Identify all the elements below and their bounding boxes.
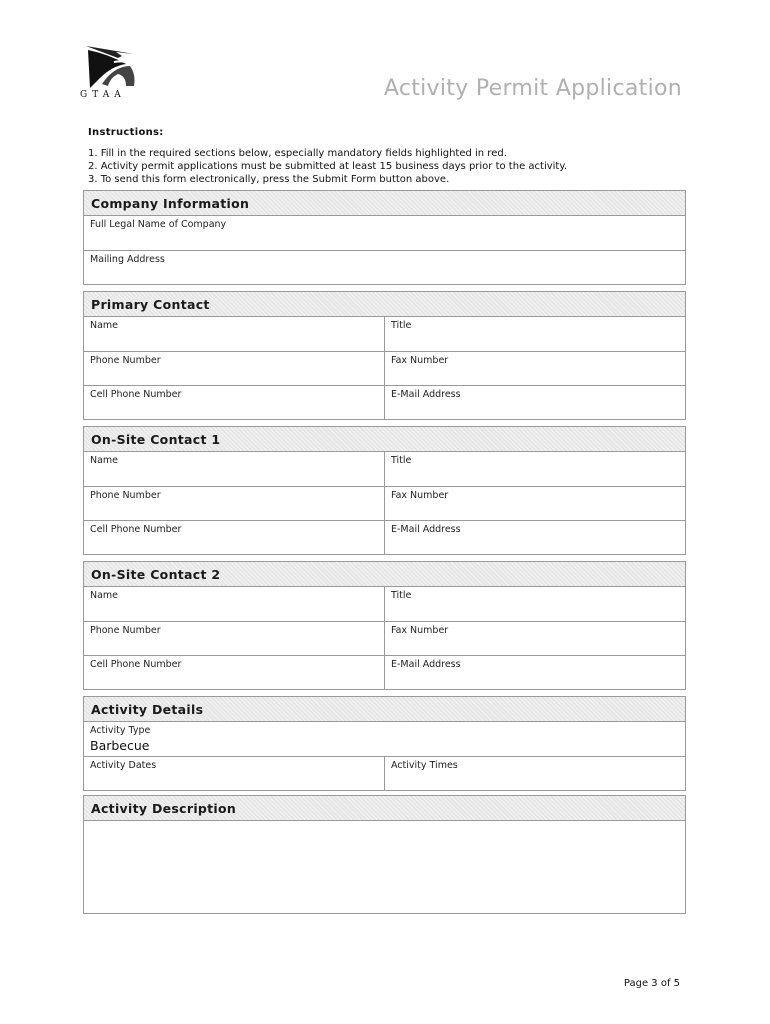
- onsite1-phone-field[interactable]: [84, 487, 385, 520]
- field-label: Cell Phone Number: [90, 524, 182, 535]
- section-title: Activity Description: [84, 796, 685, 821]
- field-label: Full Legal Name of Company: [90, 219, 227, 230]
- section-title: Primary Contact: [84, 292, 685, 317]
- field-label: Fax Number: [391, 490, 449, 501]
- field-label: Name: [90, 455, 119, 466]
- onsite2-title-field[interactable]: [385, 587, 685, 621]
- field-label: Name: [90, 320, 119, 331]
- primary-title-field[interactable]: [385, 317, 685, 351]
- field-label: Cell Phone Number: [90, 659, 182, 670]
- page-number: Page 3 of 5: [623, 978, 680, 989]
- primary-cell-phone-field[interactable]: [84, 386, 385, 419]
- field-label: Title: [391, 320, 412, 331]
- primary-phone-field[interactable]: [84, 352, 385, 385]
- logo-text: GTAA: [80, 90, 126, 100]
- onsite2-cell-phone-field[interactable]: [84, 656, 385, 689]
- section-title: On-Site Contact 1: [84, 427, 685, 452]
- onsite2-fax-field[interactable]: [385, 622, 685, 655]
- field-label: Cell Phone Number: [90, 389, 182, 400]
- onsite2-name-field[interactable]: [84, 587, 385, 621]
- field-label: Phone Number: [90, 355, 161, 366]
- section-title: Company Information: [84, 191, 685, 216]
- activity-description-section: [83, 795, 686, 914]
- instruction-line: 3. To send this form electronically, press the Submit Form button above.: [88, 174, 450, 185]
- section-title: On-Site Contact 2: [84, 562, 685, 587]
- page-title: Activity Permit Application: [383, 76, 682, 101]
- instruction-line: 2. Activity permit applications must be submitted at least 15 business days prior to the activity.: [88, 161, 568, 172]
- company-information-section: [83, 190, 686, 285]
- onsite2-email-field[interactable]: [385, 656, 685, 689]
- instruction-line: 1. Fill in the required sections below, especially mandatory fields highlighted in red.: [88, 148, 507, 159]
- section-title: Activity Details: [84, 697, 685, 722]
- field-label: Activity Type: [90, 725, 151, 736]
- primary-contact-section: [83, 291, 686, 420]
- field-label: E-Mail Address: [391, 524, 461, 535]
- field-label: Mailing Address: [90, 254, 165, 265]
- activity-description-textarea[interactable]: [84, 821, 685, 913]
- field-label: Activity Dates: [90, 760, 157, 771]
- field-label: E-Mail Address: [391, 389, 461, 400]
- company-legal-name-field[interactable]: [84, 216, 685, 250]
- field-label: Fax Number: [391, 625, 449, 636]
- instructions-heading: Instructions:: [88, 127, 164, 138]
- onsite1-email-field[interactable]: [385, 521, 685, 554]
- field-label: Fax Number: [391, 355, 449, 366]
- onsite-contact-2-section: [83, 561, 686, 690]
- activity-details-section: [83, 696, 686, 791]
- primary-email-field[interactable]: [385, 386, 685, 419]
- mailing-address-field[interactable]: [84, 251, 685, 284]
- onsite2-phone-field[interactable]: [84, 622, 385, 655]
- primary-name-field[interactable]: [84, 317, 385, 351]
- onsite1-name-field[interactable]: [84, 452, 385, 486]
- field-label: E-Mail Address: [391, 659, 461, 670]
- onsite1-title-field[interactable]: [385, 452, 685, 486]
- activity-type-field[interactable]: [84, 722, 685, 756]
- activity-times-field[interactable]: [385, 757, 685, 790]
- activity-dates-field[interactable]: [84, 757, 385, 790]
- onsite-contact-1-section: [83, 426, 686, 555]
- activity-type-value: Barbecue: [90, 738, 150, 753]
- primary-fax-field[interactable]: [385, 352, 685, 385]
- field-label: Phone Number: [90, 625, 161, 636]
- field-label: Activity Times: [391, 760, 458, 771]
- onsite1-fax-field[interactable]: [385, 487, 685, 520]
- field-label: Name: [90, 590, 119, 601]
- onsite1-cell-phone-field[interactable]: [84, 521, 385, 554]
- field-label: Title: [391, 455, 412, 466]
- field-label: Title: [391, 590, 412, 601]
- instructions: [88, 126, 688, 186]
- field-label: Phone Number: [90, 490, 161, 501]
